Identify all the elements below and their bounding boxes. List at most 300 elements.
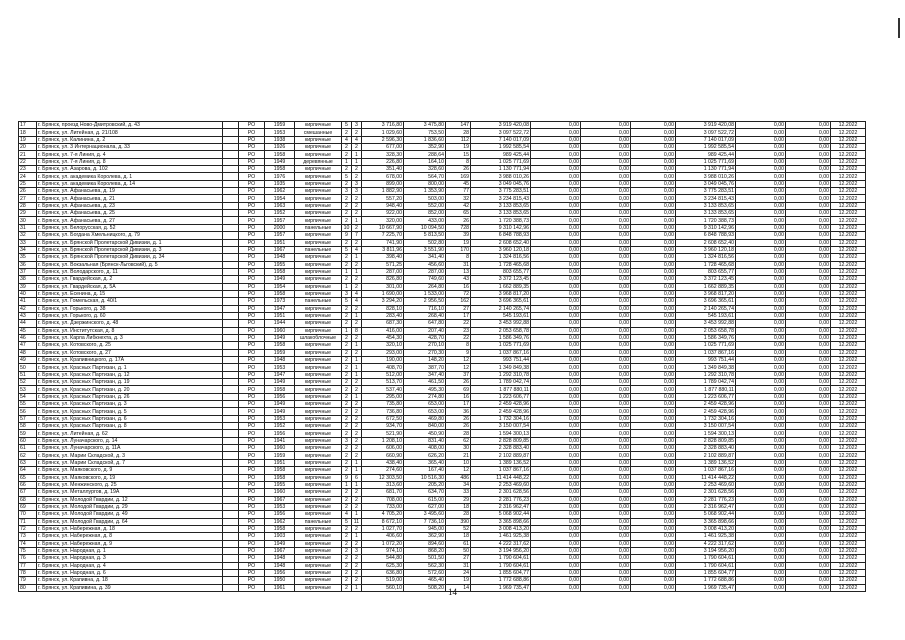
cell-col-2: РО — [239, 393, 265, 400]
cell-col-7: 708,00 — [362, 496, 404, 503]
cell-col-3: 1938 — [265, 136, 295, 143]
cell-col-2: РО — [239, 525, 265, 532]
blank-cell — [223, 173, 239, 180]
cell-col-17: 12.2022 — [831, 393, 866, 400]
cell-col-1: г. Брянск, ул. Металлургов, д. 19А — [37, 489, 223, 496]
cell-col-14: 3 696 365,61 — [676, 298, 736, 305]
cell-col-17: 12.2022 — [831, 437, 866, 444]
table-row — [19, 511, 866, 518]
cell-col-9: 34 — [446, 481, 471, 488]
cell-col-12: 0,00 — [581, 401, 631, 408]
cell-col-12: 0,00 — [581, 334, 631, 341]
cell-col-8: 387,70 — [404, 364, 446, 371]
cell-col-2: РО — [239, 511, 265, 518]
blank-cell — [223, 305, 239, 312]
cell-col-7: 560,10 — [362, 584, 404, 591]
cell-col-7: 681,70 — [362, 489, 404, 496]
cell-col-7: 3 811,96 — [362, 246, 404, 253]
cell-col-12: 0,00 — [581, 481, 631, 488]
cell-col-7: 678,00 — [362, 173, 404, 180]
cell-col-9: 65 — [446, 210, 471, 217]
cell-col-1: г. Брянск, ул. Есенина, д. 15 — [37, 290, 223, 297]
cell-col-7: 521,90 — [362, 430, 404, 437]
cell-col-5: 2 — [342, 210, 352, 217]
cell-col-13: 0,00 — [631, 467, 676, 474]
cell-col-12: 0,00 — [581, 415, 631, 422]
cell-col-12: 0,00 — [581, 224, 631, 231]
cell-col-5: 2 — [342, 195, 352, 202]
cell-col-6: 2 — [352, 202, 362, 209]
cell-col-11: 0,00 — [531, 584, 581, 591]
cell-col-16: 0,00 — [786, 283, 831, 290]
cell-col-17: 12.2022 — [831, 268, 866, 275]
cell-col-6: 2 — [352, 445, 362, 452]
cell-col-10: 2 328 883,40 — [471, 445, 531, 452]
cell-col-3: 1941 — [265, 437, 295, 444]
cell-col-15: 0,00 — [736, 298, 786, 305]
blank-cell — [223, 437, 239, 444]
cell-col-1: г. Брянск, ул. Красных Партизан, д. 19 — [37, 379, 223, 386]
cell-col-12: 0,00 — [581, 290, 631, 297]
table-row — [19, 555, 866, 562]
cell-col-15: 0,00 — [736, 136, 786, 143]
cell-col-12: 0,00 — [581, 320, 631, 327]
cell-col-5: 2 — [342, 555, 352, 562]
cell-col-12: 0,00 — [581, 525, 631, 532]
cell-col-13: 0,00 — [631, 489, 676, 496]
blank-cell — [223, 129, 239, 136]
cell-col-2: РО — [239, 232, 265, 239]
cell-col-9: 728 — [446, 224, 471, 231]
cell-col-17: 12.2022 — [831, 518, 866, 525]
cell-col-6: 2 — [352, 577, 362, 584]
cell-col-2: РО — [239, 474, 265, 481]
cell-col-16: 0,00 — [786, 298, 831, 305]
cell-col-6: 2 — [352, 525, 362, 532]
cell-col-7: 571,25 — [362, 261, 404, 268]
cell-col-7: 12 303,50 — [362, 474, 404, 481]
cell-col-12: 0,00 — [581, 254, 631, 261]
table-row — [19, 312, 866, 319]
cell-col-16: 0,00 — [786, 423, 831, 430]
cell-col-3: 1958 — [265, 151, 295, 158]
blank-cell — [223, 562, 239, 569]
cell-col-17: 12.2022 — [831, 320, 866, 327]
cell-col-11: 0,00 — [531, 547, 581, 554]
cell-col-14: 3 150 007,54 — [676, 423, 736, 430]
cell-col-6: 2 — [352, 283, 362, 290]
cell-col-4: кирпичные — [295, 232, 342, 239]
cell-col-14: 3 453 992,88 — [676, 320, 736, 327]
cell-col-9: 147 — [446, 122, 471, 129]
table-row — [19, 533, 866, 540]
cell-col-15: 0,00 — [736, 195, 786, 202]
cell-col-10: 1 586 349,76 — [471, 334, 531, 341]
cell-col-14: 3 008 413,20 — [676, 525, 736, 532]
cell-col-16: 0,00 — [786, 349, 831, 356]
cell-col-8: 1 836,60 — [404, 136, 446, 143]
blank-cell — [223, 122, 239, 129]
cell-col-0: 65 — [19, 474, 37, 481]
cell-col-4: кирпичные — [295, 349, 342, 356]
cell-col-2: РО — [239, 261, 265, 268]
cell-col-3: 1958 — [265, 386, 295, 393]
cell-col-16: 0,00 — [786, 379, 831, 386]
cell-col-3: 1955 — [265, 261, 295, 268]
cell-col-1: г. Брянск, ул. Красных Партизан, д. 12 — [37, 371, 223, 378]
cell-col-6: 4 — [352, 136, 362, 143]
cell-col-17: 12.2022 — [831, 334, 866, 341]
cell-col-6: 1 — [352, 342, 362, 349]
cell-col-13: 0,00 — [631, 349, 676, 356]
cell-col-0: 68 — [19, 496, 37, 503]
cell-col-13: 0,00 — [631, 379, 676, 386]
cell-col-9: 26 — [446, 166, 471, 173]
cell-col-8: 469,80 — [404, 415, 446, 422]
cell-col-4: кирпичные — [295, 136, 342, 143]
cell-col-13: 0,00 — [631, 503, 676, 510]
cell-col-1: г. Брянск, ул. Володарского, д. 11 — [37, 268, 223, 275]
cell-col-8: 749,60 — [404, 276, 446, 283]
cell-col-10: 1 790 604,61 — [471, 555, 531, 562]
cell-col-15: 0,00 — [736, 166, 786, 173]
cell-col-11: 0,00 — [531, 481, 581, 488]
cell-col-16: 0,00 — [786, 547, 831, 554]
cell-col-3: 1949 — [265, 540, 295, 547]
cell-col-14: 3 775 283,51 — [676, 188, 736, 195]
cell-col-0: 78 — [19, 569, 37, 576]
table-row — [19, 452, 866, 459]
cell-col-6: 1 — [352, 393, 362, 400]
cell-col-6: 2 — [352, 408, 362, 415]
cell-col-3: 1953 — [265, 129, 295, 136]
cell-col-2: РО — [239, 386, 265, 393]
cell-col-17: 12.2022 — [831, 136, 866, 143]
cell-col-14: 2 301 628,56 — [676, 489, 736, 496]
blank-cell — [223, 195, 239, 202]
blank-cell — [223, 312, 239, 319]
table-row — [19, 569, 866, 576]
cell-col-16: 0,00 — [786, 452, 831, 459]
cell-col-15: 0,00 — [736, 290, 786, 297]
cell-col-13: 0,00 — [631, 180, 676, 187]
cell-col-1: г. Брянск, ул. Молодой Гвардии, д. 29 — [37, 503, 223, 510]
cell-col-3: 1954 — [265, 283, 295, 290]
cell-col-8: 868,20 — [404, 547, 446, 554]
cell-col-3: 1948 — [265, 555, 295, 562]
cell-col-1: г. Брянск, ул. Гомельская, д. 40/1 — [37, 298, 223, 305]
cell-col-16: 0,00 — [786, 166, 831, 173]
cell-col-15: 0,00 — [736, 364, 786, 371]
cell-col-13: 0,00 — [631, 327, 676, 334]
cell-col-15: 0,00 — [736, 459, 786, 466]
cell-col-5: 2 — [342, 254, 352, 261]
cell-col-7: 544,80 — [362, 555, 404, 562]
cell-col-3: 1960 — [265, 327, 295, 334]
blank-cell — [223, 555, 239, 562]
cell-col-1: г. Брянск, ул. Вокзальная (Брянск-Льговский), д. 5 — [37, 261, 223, 268]
cell-col-10: 3 696 365,61 — [471, 298, 531, 305]
cell-col-6: 1 — [352, 481, 362, 488]
cell-col-11: 0,00 — [531, 562, 581, 569]
cell-col-14: 1 790 604,61 — [676, 562, 736, 569]
cell-col-7: 7 225,70 — [362, 232, 404, 239]
cell-col-17: 12.2022 — [831, 364, 866, 371]
cell-col-16: 0,00 — [786, 202, 831, 209]
cell-col-16: 0,00 — [786, 569, 831, 576]
cell-col-10: 1 790 604,61 — [471, 562, 531, 569]
table-row — [19, 364, 866, 371]
cell-col-10: 2 459 428,96 — [471, 408, 531, 415]
cell-col-5: 1 — [342, 481, 352, 488]
cell-col-4: кирпичные — [295, 217, 342, 224]
cell-col-6: 2 — [352, 305, 362, 312]
cell-col-6: 6 — [352, 474, 362, 481]
cell-col-3: 1949 — [265, 408, 295, 415]
cell-col-15: 0,00 — [736, 503, 786, 510]
blank-cell — [223, 489, 239, 496]
cell-col-8: 852,00 — [404, 210, 446, 217]
cell-col-17: 12.2022 — [831, 489, 866, 496]
cell-col-15: 0,00 — [736, 312, 786, 319]
cell-col-17: 12.2022 — [831, 349, 866, 356]
cell-col-15: 0,00 — [736, 357, 786, 364]
cell-col-6: 1 — [352, 151, 362, 158]
cell-col-0: 29 — [19, 210, 37, 217]
table-row — [19, 305, 866, 312]
cell-col-5: 2 — [342, 430, 352, 437]
cell-col-9: 17 — [446, 401, 471, 408]
cell-col-16: 0,00 — [786, 437, 831, 444]
cell-col-3: 1951 — [265, 239, 295, 246]
cell-col-17: 12.2022 — [831, 180, 866, 187]
cell-col-11: 0,00 — [531, 254, 581, 261]
cell-col-11: 0,00 — [531, 166, 581, 173]
cell-col-4: деревянные — [295, 158, 342, 165]
cell-col-11: 0,00 — [531, 239, 581, 246]
cell-col-3: 1903 — [265, 533, 295, 540]
cell-col-15: 0,00 — [736, 525, 786, 532]
cell-col-16: 0,00 — [786, 180, 831, 187]
cell-col-0: 55 — [19, 401, 37, 408]
cell-col-17: 12.2022 — [831, 423, 866, 430]
cell-col-2: РО — [239, 445, 265, 452]
cell-col-2: РО — [239, 415, 265, 422]
cell-col-16: 0,00 — [786, 518, 831, 525]
cell-col-4: кирпичные — [295, 577, 342, 584]
cell-col-6: 7 — [352, 232, 362, 239]
cell-col-13: 0,00 — [631, 151, 676, 158]
cell-col-15: 0,00 — [736, 122, 786, 129]
cell-col-10: 1 855 604,77 — [471, 569, 531, 576]
cell-col-8: 352,90 — [404, 144, 446, 151]
cell-col-4: кирпичные — [295, 474, 342, 481]
cell-col-3: 1973 — [265, 298, 295, 305]
cell-col-6: 3 — [352, 180, 362, 187]
cell-col-17: 12.2022 — [831, 217, 866, 224]
cell-col-13: 0,00 — [631, 239, 676, 246]
cell-col-5: 2 — [342, 408, 352, 415]
cell-col-5: 5 — [342, 122, 352, 129]
cell-col-11: 0,00 — [531, 327, 581, 334]
cell-col-17: 12.2022 — [831, 503, 866, 510]
cell-col-11: 0,00 — [531, 364, 581, 371]
cell-col-14: 3 968 817,20 — [676, 290, 736, 297]
cell-col-17: 12.2022 — [831, 474, 866, 481]
cell-col-16: 0,00 — [786, 533, 831, 540]
blank-cell — [223, 342, 239, 349]
cell-col-0: 56 — [19, 408, 37, 415]
cell-col-13: 0,00 — [631, 312, 676, 319]
cell-col-1: г. Брянск, ул. Крапивницкого, д. 17А — [37, 357, 223, 364]
table-row — [19, 415, 866, 422]
cell-col-5: 2 — [342, 401, 352, 408]
cell-col-5: 2 — [342, 540, 352, 547]
cell-col-3: 1950 — [265, 577, 295, 584]
cell-col-8: 5 813,50 — [404, 232, 446, 239]
cell-col-10: 2 301 628,56 — [471, 489, 531, 496]
cell-col-15: 0,00 — [736, 430, 786, 437]
cell-col-12: 0,00 — [581, 533, 631, 540]
cell-col-13: 0,00 — [631, 246, 676, 253]
cell-col-8: 341,40 — [404, 254, 446, 261]
cell-col-5: 2 — [342, 386, 352, 393]
cell-col-4: кирпичные — [295, 357, 342, 364]
cell-col-7: 320,00 — [362, 217, 404, 224]
cell-col-12: 0,00 — [581, 423, 631, 430]
cell-col-15: 0,00 — [736, 445, 786, 452]
blank-cell — [223, 298, 239, 305]
cell-col-2: РО — [239, 298, 265, 305]
cell-col-9: 9 — [446, 349, 471, 356]
cell-col-17: 12.2022 — [831, 371, 866, 378]
table-row — [19, 503, 866, 510]
cell-col-11: 0,00 — [531, 217, 581, 224]
cell-col-5: 2 — [342, 445, 352, 452]
cell-col-10: 3 234 815,43 — [471, 195, 531, 202]
table-row — [19, 276, 866, 283]
cell-col-7: 320,10 — [362, 342, 404, 349]
cell-col-2: РО — [239, 188, 265, 195]
blank-cell — [223, 357, 239, 364]
cell-col-3: 1956 — [265, 511, 295, 518]
cell-col-10: 3 097 522,72 — [471, 129, 531, 136]
cell-col-15: 0,00 — [736, 423, 786, 430]
cell-col-17: 12.2022 — [831, 467, 866, 474]
cell-col-10: 3 919 420,08 — [471, 122, 531, 129]
cell-col-2: РО — [239, 452, 265, 459]
cell-col-0: 33 — [19, 239, 37, 246]
cell-col-13: 0,00 — [631, 401, 676, 408]
cell-col-15: 0,00 — [736, 320, 786, 327]
cell-col-11: 0,00 — [531, 173, 581, 180]
cell-col-17: 12.2022 — [831, 166, 866, 173]
cell-col-1: г. Брянск, проезд Ново-Дмитровский, д. 43 — [37, 122, 223, 129]
cell-col-6: 2 — [352, 276, 362, 283]
cell-col-9: 19 — [446, 144, 471, 151]
cell-col-17: 12.2022 — [831, 232, 866, 239]
cell-col-11: 0,00 — [531, 283, 581, 290]
cell-col-7: 537,40 — [362, 386, 404, 393]
cell-col-4: кирпичные — [295, 540, 342, 547]
cell-col-2: РО — [239, 312, 265, 319]
cell-col-16: 0,00 — [786, 445, 831, 452]
table-row — [19, 540, 866, 547]
cell-col-9: 32 — [446, 195, 471, 202]
cell-col-14: 3 097 522,72 — [676, 129, 736, 136]
cell-col-12: 0,00 — [581, 569, 631, 576]
cell-col-7: 736,80 — [362, 408, 404, 415]
cell-col-15: 0,00 — [736, 452, 786, 459]
cell-col-16: 0,00 — [786, 290, 831, 297]
cell-col-4: кирпичные — [295, 467, 342, 474]
blank-cell — [223, 268, 239, 275]
cell-col-1: г. Брянск, ул. Котовского, д. 25 — [37, 342, 223, 349]
table-row — [19, 122, 866, 129]
cell-col-2: РО — [239, 401, 265, 408]
cell-col-17: 12.2022 — [831, 158, 866, 165]
cell-col-15: 0,00 — [736, 511, 786, 518]
cell-col-17: 12.2022 — [831, 202, 866, 209]
cell-col-8: 1 353,90 — [404, 188, 446, 195]
cell-col-10: 3 968 817,20 — [471, 290, 531, 297]
cell-col-2: РО — [239, 239, 265, 246]
cell-col-3: 1947 — [265, 305, 295, 312]
cell-col-14: 3 194 956,20 — [676, 547, 736, 554]
cell-col-1: г. Брянск, ул. Дзержинского, д. 48 — [37, 320, 223, 327]
blank-cell — [223, 144, 239, 151]
cell-col-14: 2 281 776,23 — [676, 496, 736, 503]
cell-col-13: 0,00 — [631, 371, 676, 378]
cell-col-1: г. Брянск, ул. Брянской Пролетарской Дивизии, д. 1 — [37, 239, 223, 246]
cell-col-3: 1954 — [265, 195, 295, 202]
cell-col-9: 10 — [446, 459, 471, 466]
table-row — [19, 349, 866, 356]
cell-col-4: кирпичные — [295, 312, 342, 319]
cell-col-11: 0,00 — [531, 525, 581, 532]
blank-cell — [223, 261, 239, 268]
cell-col-10: 2 053 658,78 — [471, 327, 531, 334]
cell-col-1: г. Брянск, ул. Марии Складской, д. 7 — [37, 459, 223, 466]
cell-col-16: 0,00 — [786, 217, 831, 224]
cell-col-1: г. Брянск, ул. Молодой Гвардии, д. 49 — [37, 511, 223, 518]
cell-col-0: 20 — [19, 144, 37, 151]
cell-col-3: 1949 — [265, 334, 295, 341]
cell-col-9: 31 — [446, 261, 471, 268]
cell-col-11: 0,00 — [531, 357, 581, 364]
cell-col-4: кирпичные — [295, 379, 342, 386]
cell-col-14: 2 459 428,96 — [676, 408, 736, 415]
cell-col-5: 2 — [342, 129, 352, 136]
cell-col-12: 0,00 — [581, 261, 631, 268]
cell-col-5: 2 — [342, 217, 352, 224]
cell-col-6: 1 — [352, 357, 362, 364]
cell-col-8: 800,00 — [404, 180, 446, 187]
cell-col-8: 552,00 — [404, 202, 446, 209]
cell-col-11: 0,00 — [531, 518, 581, 525]
cell-col-2: РО — [239, 246, 265, 253]
cell-col-0: 69 — [19, 503, 37, 510]
cell-col-10: 2 253 469,60 — [471, 481, 531, 488]
cell-col-9: 12 — [446, 467, 471, 474]
cell-col-2: РО — [239, 268, 265, 275]
cell-col-8: 753,50 — [404, 129, 446, 136]
cell-col-8: 461,50 — [404, 379, 446, 386]
cell-col-11: 0,00 — [531, 342, 581, 349]
cell-col-0: 18 — [19, 129, 37, 136]
cell-col-5: 2 — [342, 166, 352, 173]
cell-col-16: 0,00 — [786, 261, 831, 268]
